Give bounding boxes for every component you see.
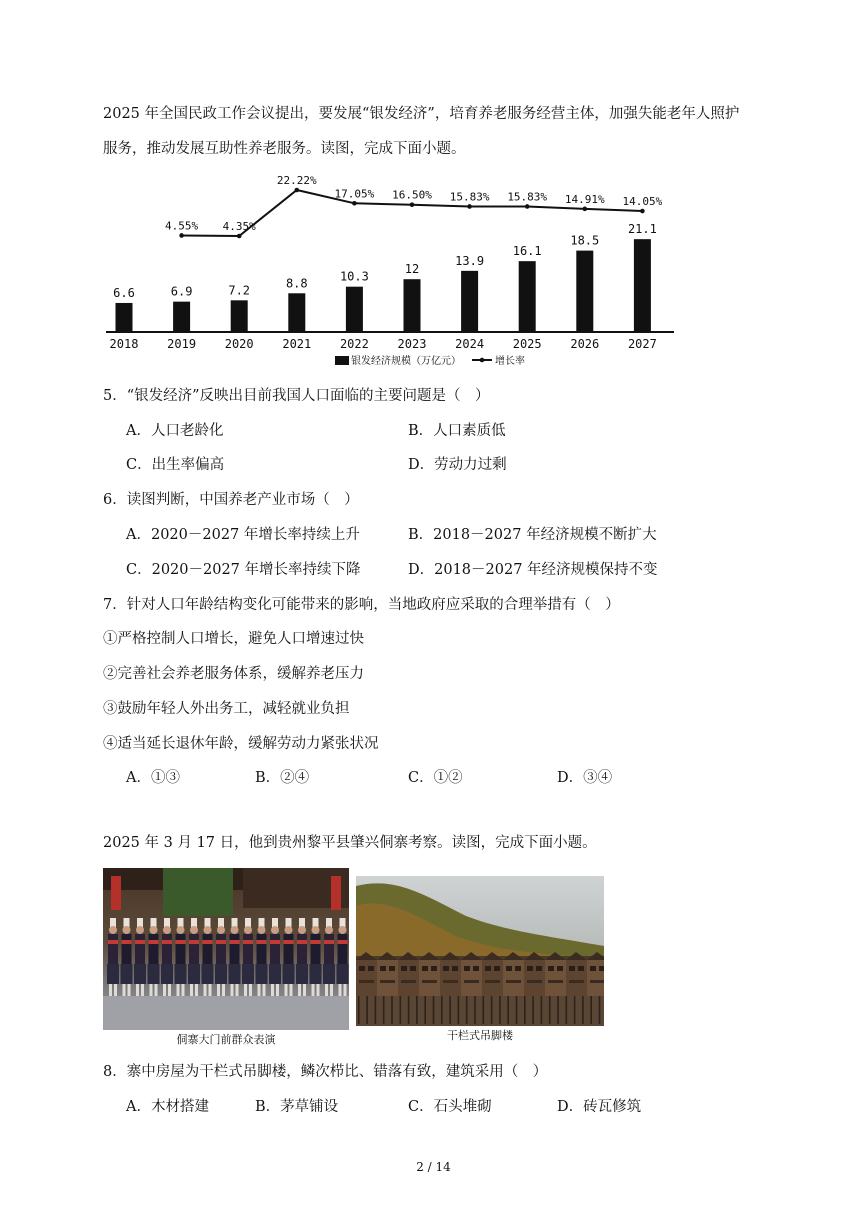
q5-option-c: C．出生率偏高	[126, 457, 225, 473]
q7-option-b: B．②④	[255, 770, 310, 786]
bar-2024	[461, 271, 478, 332]
bar-label-2018: 6.6	[113, 285, 135, 300]
growth-label-2026: 14.91%	[564, 192, 605, 206]
x-tick-2027: 2027	[627, 337, 657, 351]
x-tick-2018: 2018	[109, 337, 139, 351]
x-tick-2022: 2022	[339, 337, 369, 351]
q7-stem: 7．针对人口年龄结构变化可能带来的影响，当地政府应采取的合理举措有（ ）	[103, 597, 620, 613]
q5-option-d: D．劳动力过剩	[408, 457, 507, 473]
growth-label-2027: 14.05%	[622, 195, 663, 209]
growth-label-2020: 4.35%	[222, 220, 256, 233]
bar-2026	[576, 251, 593, 332]
bar-label-2024: 13.9	[455, 253, 485, 268]
bar-label-2021: 8.8	[285, 276, 308, 291]
intro-line-1: 2025 年全国民政工作会议提出，要发展“银发经济”，培育养老服务经营主体，加强失能老年人照护	[103, 106, 740, 122]
q7-statement-3: ③鼓励年轻人外出务工，减轻就业负担	[103, 701, 350, 717]
bar-2019	[173, 302, 190, 332]
page-number: 2 / 14	[416, 1160, 451, 1174]
legend-bar-label: 银发经济规模（万亿元）	[351, 356, 461, 367]
bar-2018	[116, 303, 133, 332]
q5-option-a: A．人口老龄化	[126, 423, 224, 439]
q7-option-a: A．①③	[126, 770, 180, 786]
growth-point-2019	[179, 233, 184, 238]
growth-point-2020	[237, 234, 242, 239]
x-tick-2021: 2021	[282, 337, 312, 351]
growth-label-2024: 15.83%	[449, 190, 490, 204]
growth-label-2019: 4.55%	[165, 219, 199, 233]
q7-option-c: C．①②	[408, 770, 463, 786]
caption-performance: 侗寨大门前群众表演	[176, 1033, 276, 1046]
q8-option-b: B．茅草铺设	[255, 1099, 339, 1115]
q8-option-a: A．木材搭建	[126, 1099, 209, 1115]
q6-option-b: B．2018－2027 年经济规模不断扩大	[408, 527, 657, 543]
silver-economy-chart	[100, 168, 690, 378]
growth-label-2023: 16.50%	[392, 188, 432, 202]
growth-point-2021	[295, 188, 300, 193]
bar-label-2026: 18.5	[570, 233, 600, 248]
bar-label-2019: 6.9	[170, 284, 193, 299]
q5-option-b: B．人口素质低	[408, 423, 506, 439]
intro-2: 2025 年 3 月 17 日，他到贵州黎平县肇兴侗寨考察。读图，完成下面小题。	[103, 835, 597, 851]
growth-label-2021: 22.22%	[276, 174, 317, 187]
legend-bar-swatch	[335, 356, 349, 365]
bar-2025	[519, 261, 536, 332]
legend-line-marker	[480, 358, 485, 363]
bar-label-2022: 10.3	[339, 269, 369, 284]
x-tick-2026: 2026	[570, 337, 600, 351]
caption-stilt-houses: 干栏式吊脚楼	[447, 1029, 513, 1042]
q6-stem: 6．读图判断，中国养老产业市场（ ）	[103, 492, 359, 508]
photo-performance	[103, 868, 349, 1030]
growth-point-2023	[410, 202, 415, 207]
intro-line-2: 服务，推动发展互助性养老服务。读图，完成下面小题。	[103, 141, 466, 157]
bar-label-2020: 7.2	[228, 283, 251, 298]
x-tick-2020: 2020	[224, 337, 254, 351]
q7-statement-4: ④适当延长退休年龄，缓解劳动力紧张状况	[103, 736, 379, 752]
q6-option-c: C．2020－2027 年增长率持续下降	[126, 562, 361, 578]
growth-label-2025: 15.83%	[507, 190, 548, 204]
q5-stem: 5．“银发经济”反映出目前我国人口面临的主要问题是（ ）	[103, 388, 490, 404]
bar-label-2023: 12	[404, 262, 420, 277]
q8-stem: 8．寨中房屋为干栏式吊脚楼，鳞次栉比、错落有致，建筑采用（ ）	[103, 1064, 548, 1080]
bar-2023	[404, 279, 421, 332]
bar-2022	[346, 287, 363, 332]
q6-option-d: D．2018－2027 年经济规模保持不变	[408, 562, 658, 578]
performance-illustration	[103, 868, 349, 1030]
growth-label-2022: 17.05%	[334, 187, 375, 201]
bar-2027	[634, 239, 651, 332]
bar-label-2025: 16.1	[512, 244, 542, 259]
q7-option-d: D．③④	[557, 770, 613, 786]
growth-point-2022	[352, 201, 357, 206]
growth-point-2026	[583, 207, 588, 212]
x-tick-2025: 2025	[512, 337, 542, 351]
q6-option-a: A．2020－2027 年增长率持续上升	[126, 527, 360, 543]
q7-statement-2: ②完善社会养老服务体系，缓解养老压力	[103, 666, 364, 682]
stilt-houses-illustration	[356, 876, 604, 1026]
bar-2021	[288, 293, 305, 332]
bar-label-2027: 21.1	[627, 222, 657, 237]
photo-stilt-houses	[356, 876, 604, 1026]
growth-point-2027	[640, 209, 645, 214]
growth-point-2024	[467, 204, 472, 209]
q8-option-d: D．砖瓦修筑	[557, 1099, 642, 1115]
x-tick-2024: 2024	[455, 337, 485, 351]
q7-statement-1: ①严格控制人口增长，避免人口增速过快	[103, 631, 364, 647]
growth-point-2025	[525, 204, 530, 209]
legend-line-label: 增长率	[495, 356, 525, 367]
x-tick-2023: 2023	[397, 337, 427, 351]
bar-2020	[231, 300, 248, 332]
x-tick-2019: 2019	[167, 337, 197, 351]
q8-option-c: C．石头堆砌	[408, 1099, 492, 1115]
